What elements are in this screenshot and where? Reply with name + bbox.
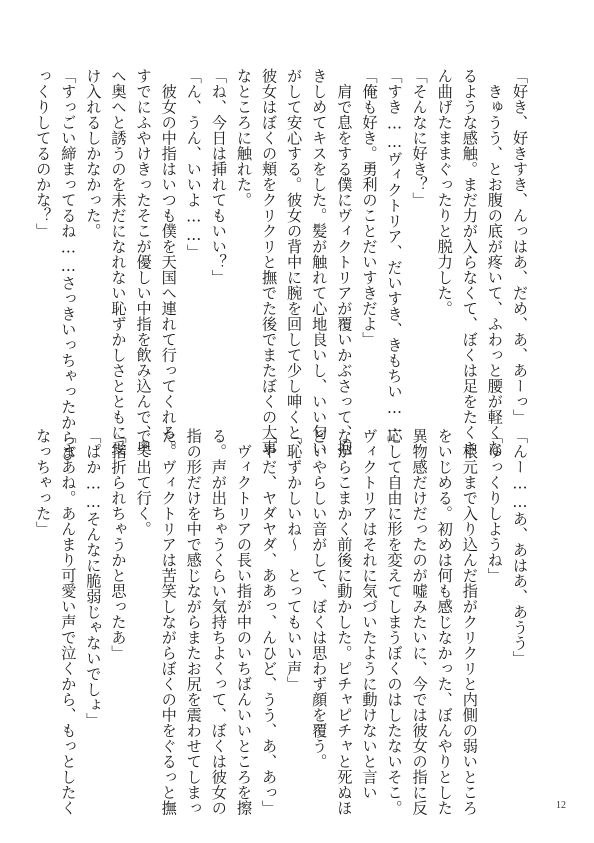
text-line: ヴィクトリアはそれに気づいたように動けないと言い: [360, 428, 379, 800]
text-line: 「指折られちゃうかと思ったあ」: [109, 428, 128, 661]
text-line: きゅうう、とお腹の底が疼いて、ふわっと腰が軽くな: [485, 68, 504, 456]
text-line: た。ヴィクトリアは苦笑しながらぼくの中をぐるっと撫: [159, 428, 178, 816]
text-line: 「恥ずかしいね〜 とってもいい声」: [285, 428, 304, 692]
text-line: 「ゆっくりしようね」: [485, 428, 504, 583]
text-line: ヴィクトリアの長い指が中のいちばんいいところを擦: [234, 428, 253, 816]
text-line: 「やだ、ヤダヤダ、ああっ、んひど、うう、あ、あっ」: [260, 428, 279, 816]
text-line: 「すっごい締まってるね……さっきいっちゃったからび: [59, 68, 78, 462]
text-line: 「すき……ヴィクトリア、だいすき、きもちい……」: [385, 68, 404, 452]
text-line: るような感触。まだ力が入らなくて、ぼくは足をたくさ: [460, 68, 479, 456]
text-line: る。声が出ちゃうくらい気持ちよくって、ぼくは彼女の: [209, 428, 228, 816]
text-line: 「んー……あ、あはあ、あうう」: [511, 428, 529, 667]
text-line: へ奥へと誘うのを未だになれない恥ずかしさとともに受: [109, 68, 128, 456]
text-line: 根元まで入り込んだ指がクリクリと内側の弱いところ: [460, 428, 479, 816]
text-line: でて出て行く。: [134, 428, 153, 537]
text-line: 「まあね。あんまり可愛い声で泣くから、もっとしたく: [59, 428, 78, 816]
text-line: 「ん、うん、いいよ……」: [184, 68, 203, 260]
text-line: どいやらしい音がして、ぼくは思わず顔を覆う。: [310, 428, 329, 769]
text-line: 「俺も好き。勇利のことだいすきだよ」: [360, 68, 379, 347]
text-line: 「ぱか……そんなに脆弱じゃないでしょ」: [84, 428, 103, 729]
text-line: 「そんなに好き？」: [410, 68, 429, 208]
text-line: 「ね、今日は挿れてもいい？」: [209, 68, 228, 285]
text-block-bottom: [30, 428, 532, 816]
text-line: 指の形だけを中で感じながらまたお尻を震わせてしまっ: [184, 428, 203, 816]
text-line: きしめてキスをした。髪が触れて心地良いし、いい匂い: [310, 68, 329, 456]
text-line: 異物感だけだったのが嘘みたいに、今では彼女の指に反: [410, 428, 429, 816]
text-line: ん曲げたままぐったりと脱力した。: [435, 68, 454, 316]
text-line: をいじめる。初めは何も感じなかった、ぼんやりとした: [435, 428, 454, 816]
text-line: がして安心する。彼女の背中に腕を回して少し呻くと、: [285, 68, 304, 456]
text-line: け入れるしかなかった。: [84, 68, 103, 239]
text-line: なっちゃった」: [34, 428, 53, 537]
page-number: 12: [556, 800, 566, 811]
text-block-top: [30, 68, 532, 462]
text-line: ながらこまかく前後に動かした。ピチャピチャと死ぬほ: [335, 428, 354, 816]
text-line: っくりしてるのかな？」: [34, 68, 53, 239]
text-line: 「好き、好きすき、んっはあ、だめ、あ、あーっ」: [511, 68, 529, 425]
text-line: 彼女はぼくの頬をクリクリと撫でた後でまたぼくの大事: [260, 68, 279, 456]
text-line: なところに触れた。: [234, 68, 253, 208]
text-line: すでにふやけきったそこが優しい中指を飲み込んで、奥: [134, 68, 153, 456]
text-line: 応して自由に形を変えてしまうぼくのはしたないそこ。: [385, 428, 404, 816]
text-line: 肩で息をする僕にヴィクトリアが覆いかぶさって、抱: [335, 68, 354, 456]
text-line: 彼女の中指はいつも僕を天国へ連れて行ってくれる。: [159, 68, 178, 456]
